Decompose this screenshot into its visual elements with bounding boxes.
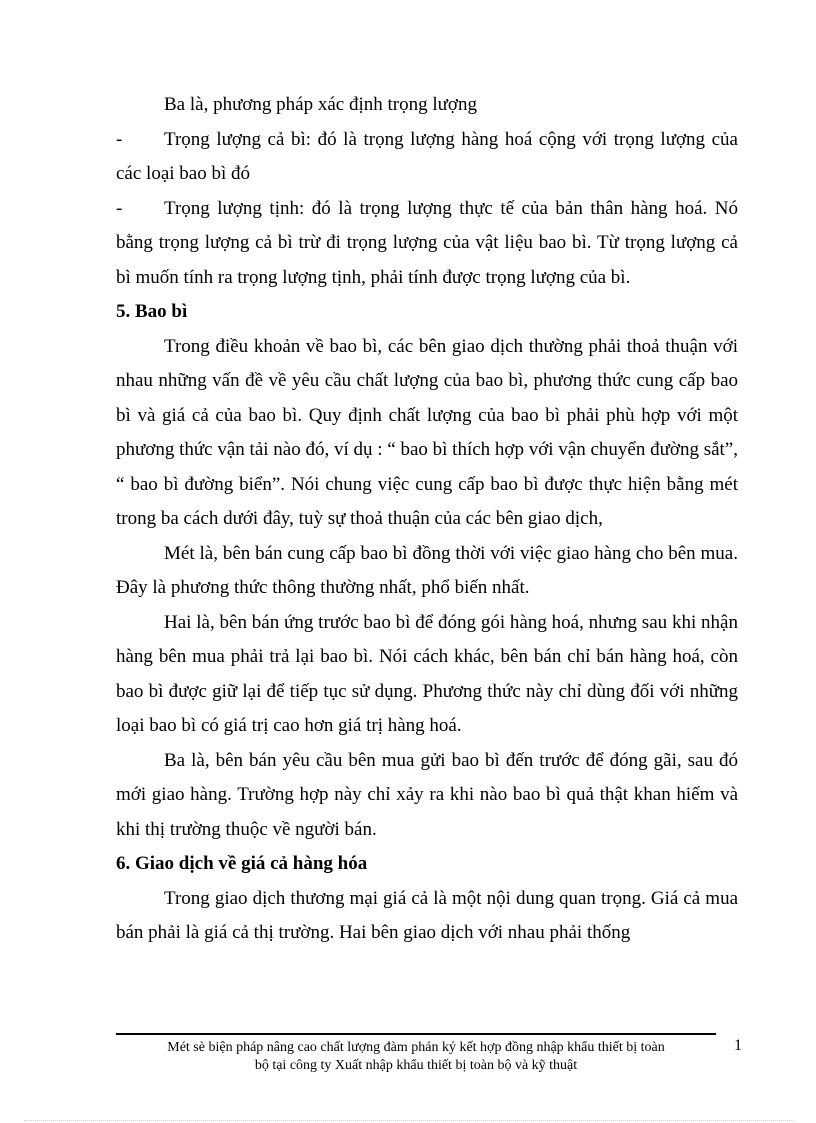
paragraph-method-three: Ba là, bên bán yêu cầu bên mua gửi bao bì đến trước để đóng gãi, sau đó mới giao hàng. Trường hợp này chỉ xảy ra khi nào bao bì quả thật khan hiếm và khi thị trường thuộc về người bán. bbox=[116, 749, 738, 840]
bullet-dash: - bbox=[116, 197, 123, 219]
footer-divider bbox=[116, 1033, 716, 1035]
page-number: 1 bbox=[734, 1037, 742, 1054]
body-text bbox=[116, 88, 738, 951]
paragraph-method-two: Hai là, bên bán ứng trước bao bì để đóng gói hàng hoá, nhưng sau khi nhận hàng bên mua phải trả lại bao bì. Nói cách khác, bên bán chỉ bán hàng hoá, còn bao bì được giữ lại để tiếp tục sử dụng. Phương thức này chỉ dùng đối với những loại bao bì có giá trị cao hơn giá trị hàng hoá. bbox=[116, 611, 738, 736]
bullet-net-weight bbox=[116, 192, 738, 296]
footer-line-2: bộ tại công ty Xuất nhập khẩu thiết bị toàn bộ và kỹ thuật bbox=[254, 1058, 578, 1073]
page-footer bbox=[116, 1039, 716, 1075]
paragraph-method-one: Mét là, bên bán cung cấp bao bì đồng thời với việc giao hàng cho bên mua. Đây là phương thức thông thường nhất, phổ biến nhất. bbox=[116, 542, 738, 598]
bullet-gross-weight-text: Trọng lượng cả bì: đó là trọng lượng hàng hoá cộng với trọng lượng của các loại bao bì đó bbox=[116, 128, 738, 184]
footer-line-1: Mét sè biện pháp nâng cao chất lượng đàm phán ký kết hợp đồng nhập khẩu thiết bị toàn bbox=[167, 1040, 665, 1055]
section-heading-price: 6. Giao dịch về giá cả hàng hóa bbox=[116, 853, 368, 874]
paragraph-packaging-terms: Trong điều khoản về bao bì, các bên giao dịch thường phải thoả thuận với nhau những vấn đề về yêu cầu chất lượng của bao bì, phương thức cung cấp bao bì và giá cả của bao bì. Quy định chất lượng của bao bì phải phù hợp với một phương thức vận tải nào đó, ví dụ : “ bao bì thích hợp với vận chuyển đường sắt”, “ bao bì đường biển”. Nói chung việc cung cấp bao bì được thực hiện bằng mét trong ba cách dưới đây, tuỳ sự thoả thuận của các bên giao dịch, bbox=[116, 335, 738, 529]
paragraph-weight-method: Ba là, phương pháp xác định trọng lượng bbox=[164, 94, 477, 115]
bullet-net-weight-text: Trọng lượng tịnh: đó là trọng lượng thực tế của bản thân hàng hoá. Nó bằng trọng lượng cả bì trừ đi trọng lượng của vật liệu bao bì. Từ trọng lượng cả bì muốn tính ra trọng lượng tịnh, phải tính được trọng lượng của bì. bbox=[116, 197, 738, 288]
paragraph-price: Trong giao dịch thương mại giá cả là một nội dung quan trọng. Giá cả mua bán phải là giá cả thị trường. Hai bên giao dịch với nhau phải thống bbox=[116, 887, 738, 943]
page-bottom-dotted-edge bbox=[24, 1120, 794, 1121]
bullet-gross-weight bbox=[116, 123, 738, 192]
section-heading-packaging: 5. Bao bì bbox=[116, 301, 188, 322]
bullet-dash: - bbox=[116, 128, 123, 150]
